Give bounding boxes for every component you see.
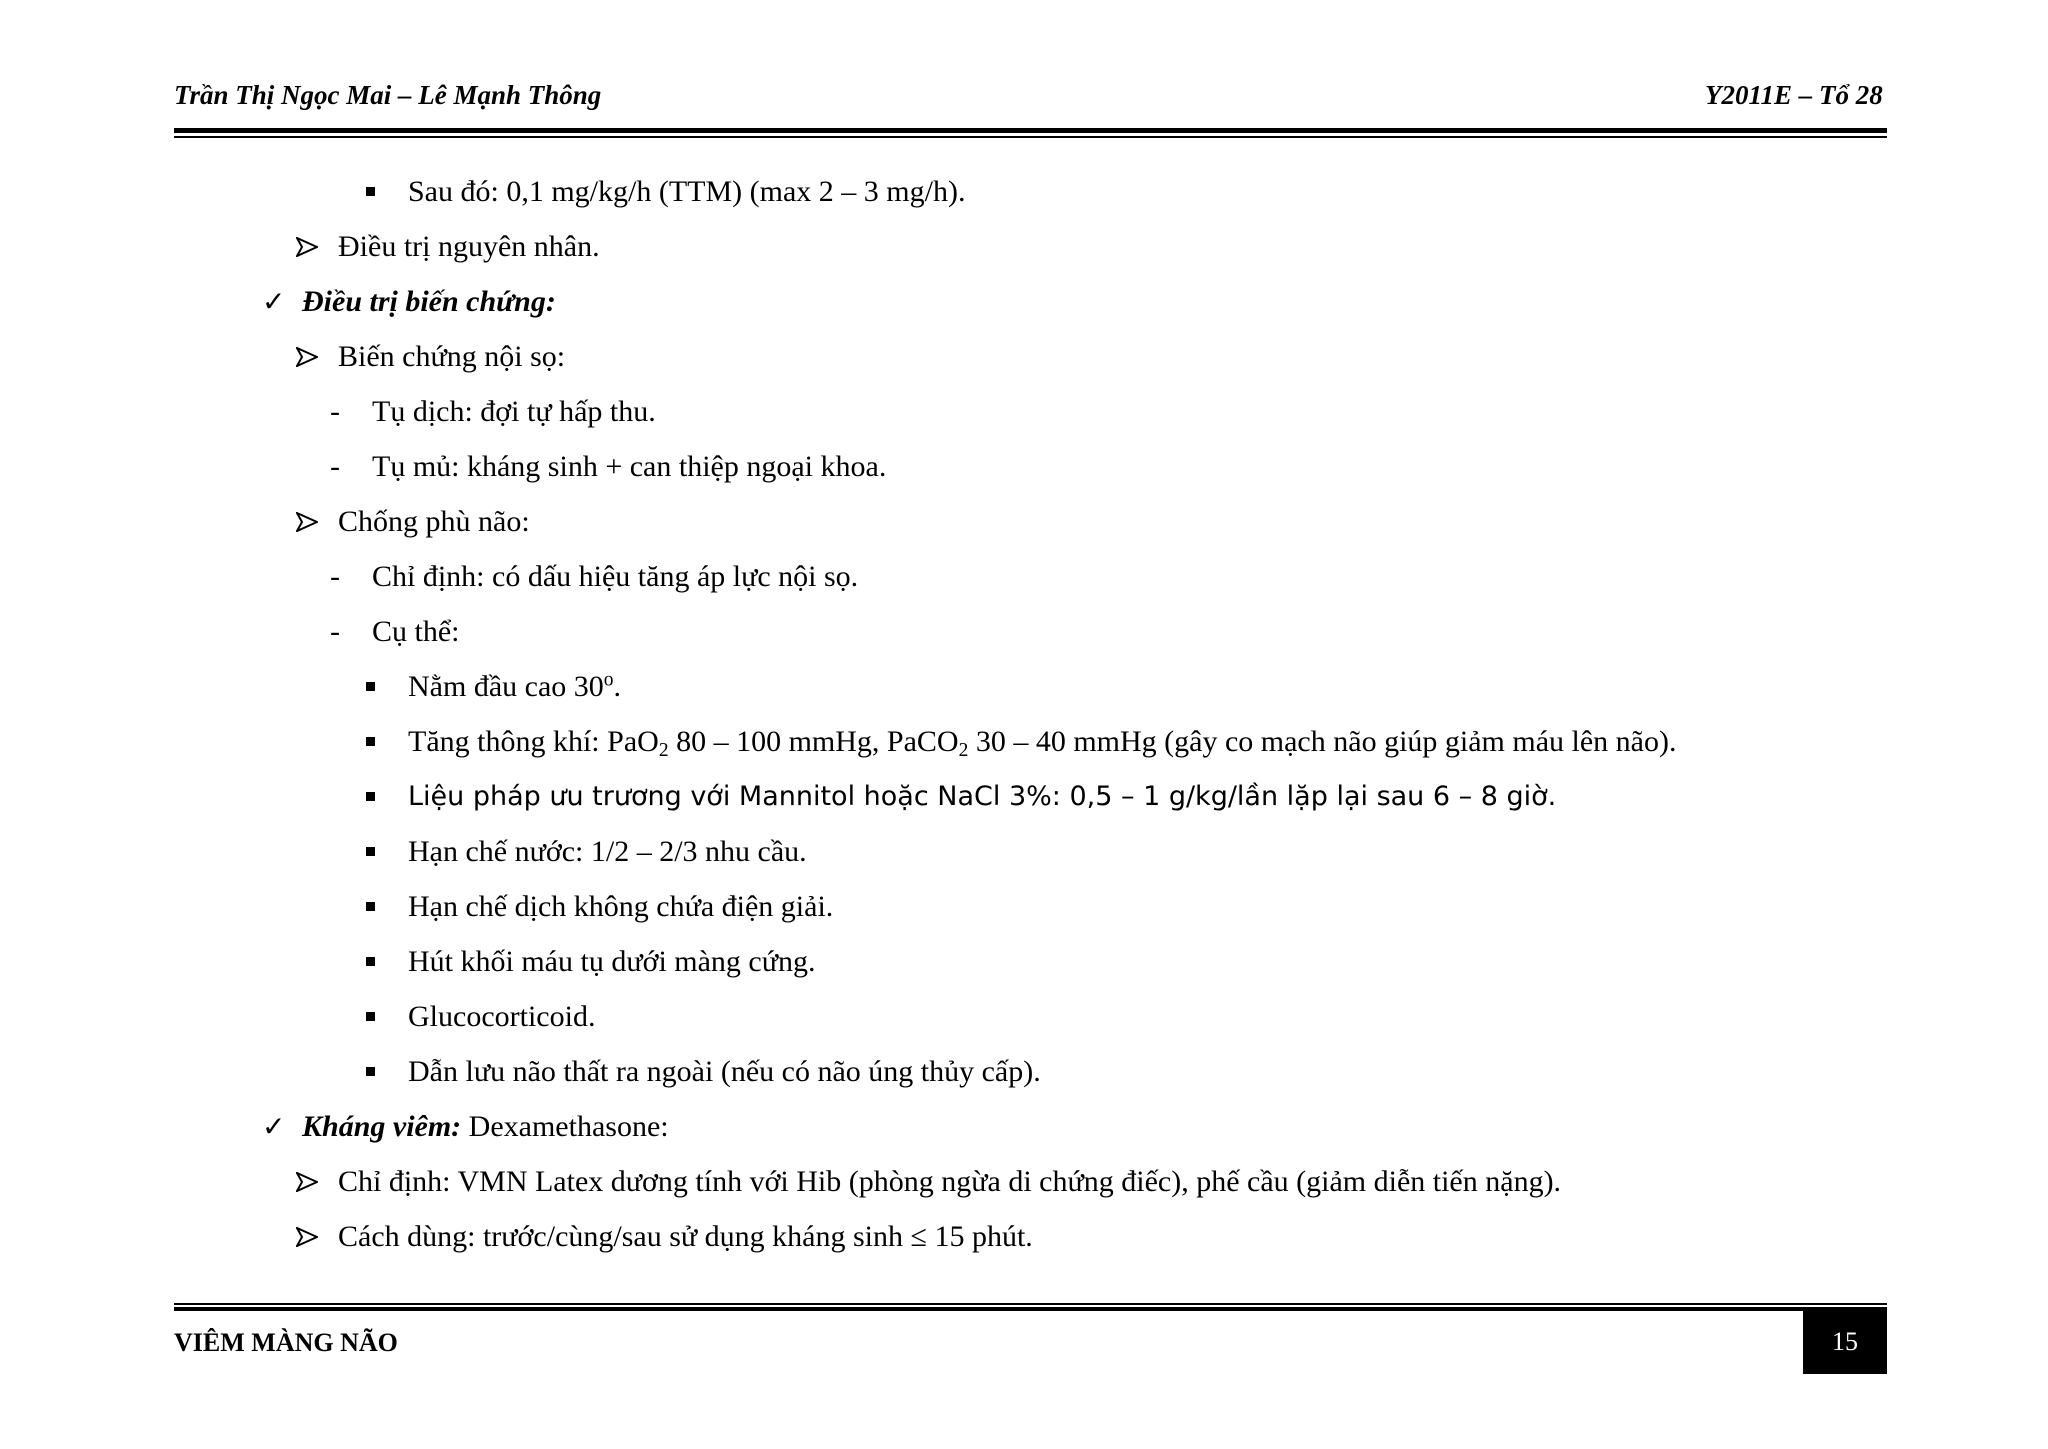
list-item-text: Hút khối máu tụ dưới màng cứng.: [408, 945, 816, 978]
footer-rule-thin: [174, 1303, 1887, 1305]
square-bullet-icon: [366, 902, 375, 911]
list-item-text: Nằm đầu cao 30$^o$.: [408, 669, 622, 703]
square-bullet-icon: [366, 847, 375, 856]
list-item-text: Chống phù não:: [338, 505, 530, 538]
list-item-text: Biến chứng nội sọ:: [338, 340, 566, 373]
list-item-text: Tụ dịch: đợi tự hấp thu.: [372, 395, 656, 428]
arrow-bullet-icon: [296, 347, 318, 367]
header-rule-thin: [174, 136, 1887, 138]
footer-title: VIÊM MÀNG NÃO: [174, 1328, 398, 1357]
list-item-text: Cách dùng: trước/cùng/sau sử dụng kháng sinh ≤ 15 phút.: [338, 1220, 1033, 1253]
list-item-text: Tụ mủ: kháng sinh + can thiệp ngoại khoa.: [372, 450, 887, 483]
footer-rule-thick: [174, 1307, 1887, 1311]
list-item-text: Cụ thể:: [372, 615, 460, 648]
dash-bullet: -: [330, 560, 340, 593]
arrow-bullet-icon: [296, 1227, 318, 1247]
square-bullet-icon: [366, 187, 375, 196]
square-bullet-icon: [366, 1067, 375, 1076]
header-rule-thick: [174, 128, 1887, 133]
list-item-text: Sau đó: 0,1 mg/kg/h (TTM) (max 2 – 3 mg/h).: [408, 175, 966, 208]
dash-bullet: -: [330, 395, 340, 428]
header-group: Y2011E – Tổ 28: [1705, 80, 1883, 110]
list-item-text: Dẫn lưu não thất ra ngoài (nếu có não úng thủy cấp).: [408, 1055, 1041, 1088]
list-item-text: Tăng thông khí: PaO$_2$ 80 – 100 mmHg, PaCO$_2$ 30 – 40 mmHg (gây co mạch não giúp giảm máu lên não).: [408, 725, 1677, 761]
dash-bullet: -: [330, 615, 340, 648]
page-number: 15: [1803, 1310, 1887, 1374]
section-heading-text: Điều trị biến chứng:: [302, 285, 556, 318]
list-item-text: Điều trị nguyên nhân.: [338, 230, 600, 263]
list-item-text: Chỉ định: VMN Latex dương tính với Hib (phòng ngừa di chứng điếc), phế cầu (giảm diễn tiến nặng).: [338, 1165, 1562, 1198]
list-item-text: Glucocorticoid.: [408, 1000, 596, 1033]
square-bullet-icon: [366, 792, 375, 801]
list-item-text: Hạn chế nước: 1/2 – 2/3 nhu cầu.: [408, 835, 807, 868]
arrow-bullet-icon: [296, 1172, 318, 1192]
check-bullet-icon: ✓: [262, 285, 286, 318]
arrow-bullet-icon: [296, 512, 318, 532]
square-bullet-icon: [366, 1012, 375, 1021]
list-item-text: Hạn chế dịch không chứa điện giải.: [408, 890, 834, 923]
arrow-bullet-icon: [296, 237, 318, 257]
header-authors: Trần Thị Ngọc Mai – Lê Mạnh Thông: [174, 80, 602, 110]
section-heading-text: Kháng viêm: Dexamethasone:: [302, 1110, 669, 1143]
dash-bullet: -: [330, 450, 340, 483]
list-item-text: Liệu pháp ưu trương với Mannitol hoặc NaCl 3%: 0,5 – 1 g/kg/lần lặp lại sau 6 – 8 giờ.: [408, 781, 1557, 812]
square-bullet-icon: [366, 737, 375, 746]
square-bullet-icon: [366, 682, 375, 691]
check-bullet-icon: ✓: [262, 1110, 286, 1143]
square-bullet-icon: [366, 957, 375, 966]
list-item-text: Chỉ định: có dấu hiệu tăng áp lực nội sọ.: [372, 560, 859, 593]
